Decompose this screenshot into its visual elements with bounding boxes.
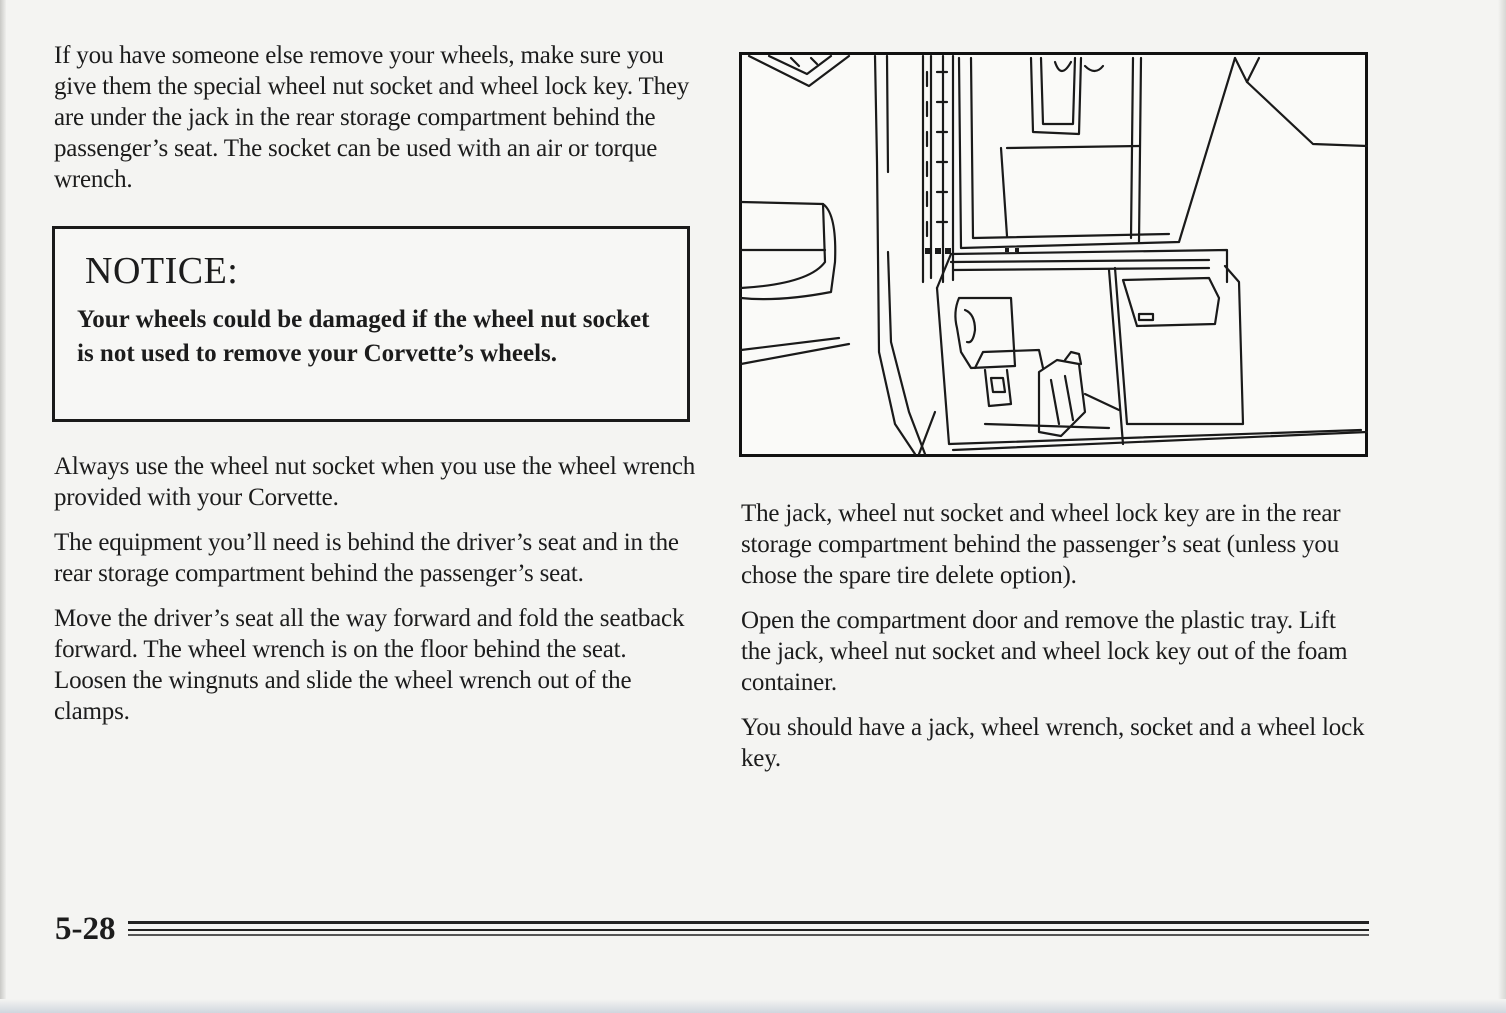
left-column-intro bbox=[54, 40, 696, 209]
page-left-shadow bbox=[0, 0, 6, 1013]
notice-text: Your wheels could be damaged if the wheel nut socket is not used to remove your Corvette’s wheels. bbox=[77, 306, 650, 367]
intro-paragraph: If you have someone else remove your wheels, make sure you give them the special wheel nut socket and wheel lock key. They are under the jack in the rear storage compartment behind the passenger’s seat. The socket can be used with an air or torque wrench. bbox=[54, 42, 690, 193]
paragraph-jack-location: The jack, wheel nut socket and wheel lock key are in the rear storage compartment behind the passenger’s seat (unless you chose the spare tire delete option). bbox=[741, 500, 1341, 589]
left-column-body bbox=[54, 451, 696, 741]
notice-box bbox=[52, 226, 690, 422]
paragraph-equipment-checklist: You should have a jack, wheel wrench, socket and a wheel lock key. bbox=[741, 714, 1365, 772]
paragraph-wheel-wrench: Move the driver’s seat all the way forward and fold the seatback forward. The wheel wrench is on the floor behind the seat. Loosen the wingnuts and slide the wheel wrench out of the clamps. bbox=[54, 605, 685, 725]
storage-compartment-illustration bbox=[739, 52, 1368, 457]
page-right-shadow bbox=[1498, 0, 1506, 1013]
notice-title: NOTICE: bbox=[85, 250, 239, 292]
footer-rule bbox=[128, 921, 1369, 937]
page-number: 5-28 bbox=[55, 911, 116, 947]
compartment-figure-svg bbox=[739, 52, 1368, 457]
paragraph-wheel-nut-socket: Always use the wheel nut socket when you use the wheel wrench provided with your Corvette. bbox=[54, 453, 696, 511]
paragraph-remove-tray: Open the compartment door and remove the plastic tray. Lift the jack, wheel nut socket and wheel lock key out of the foam container. bbox=[741, 607, 1348, 696]
page-bottom-shadow bbox=[0, 999, 1506, 1013]
paragraph-equipment-location: The equipment you’ll need is behind the driver’s seat and in the rear storage compartment behind the passenger’s seat. bbox=[54, 529, 679, 587]
right-column-body bbox=[741, 498, 1371, 788]
